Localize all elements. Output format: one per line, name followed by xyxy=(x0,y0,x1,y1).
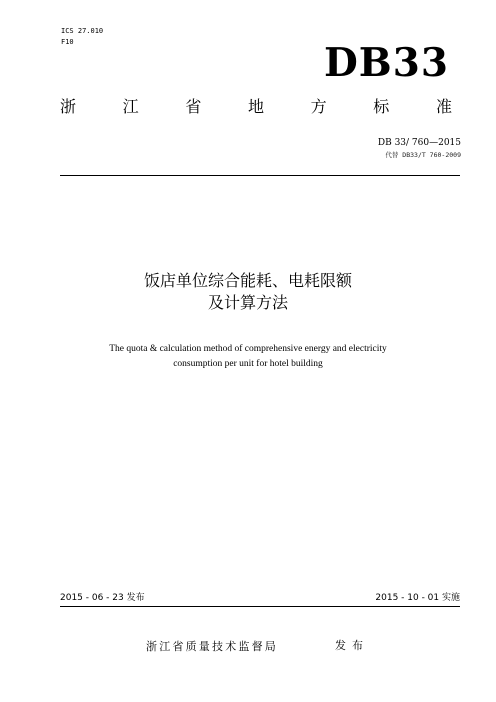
issuing-authority: 浙江省质量技术监督局 xyxy=(146,640,278,653)
standard-type xyxy=(60,96,452,118)
chinese-title xyxy=(0,270,496,314)
standard-type-char: 方 xyxy=(310,97,327,116)
ics-code: ICS 27.010 xyxy=(61,27,104,35)
standard-type-char: 地 xyxy=(247,97,264,116)
standard-type-char: 浙 xyxy=(60,97,77,116)
standard-type-char: 准 xyxy=(435,97,452,116)
replaces-note: 代替 DB33/T 760-2009 xyxy=(385,151,461,159)
standard-type-char: 江 xyxy=(122,97,139,116)
standard-type-char: 标 xyxy=(373,97,390,116)
english-title-line: The quota & calculation method of comprehensive energy and electricity xyxy=(109,344,387,354)
chinese-title-line: 及计算方法 xyxy=(207,293,288,312)
header-divider xyxy=(60,175,460,176)
english-title xyxy=(0,342,496,372)
standard-number: DB 33/ 760—2015 xyxy=(377,138,461,148)
standard-type-char: 省 xyxy=(185,97,202,116)
english-title-line: consumption per unit for hotel building xyxy=(173,359,323,369)
chinese-title-line: 饭店单位综合能耗、电耗限额 xyxy=(143,271,352,290)
implementation-date: 2015 - 10 - 01 实施 xyxy=(375,593,460,603)
publish-label: 发布 xyxy=(335,639,369,652)
footer-divider xyxy=(60,606,460,607)
ccs-code: F10 xyxy=(61,38,74,46)
standard-code: DB33 xyxy=(323,40,449,86)
issue-date: 2015 - 06 - 23 发布 xyxy=(60,593,145,603)
